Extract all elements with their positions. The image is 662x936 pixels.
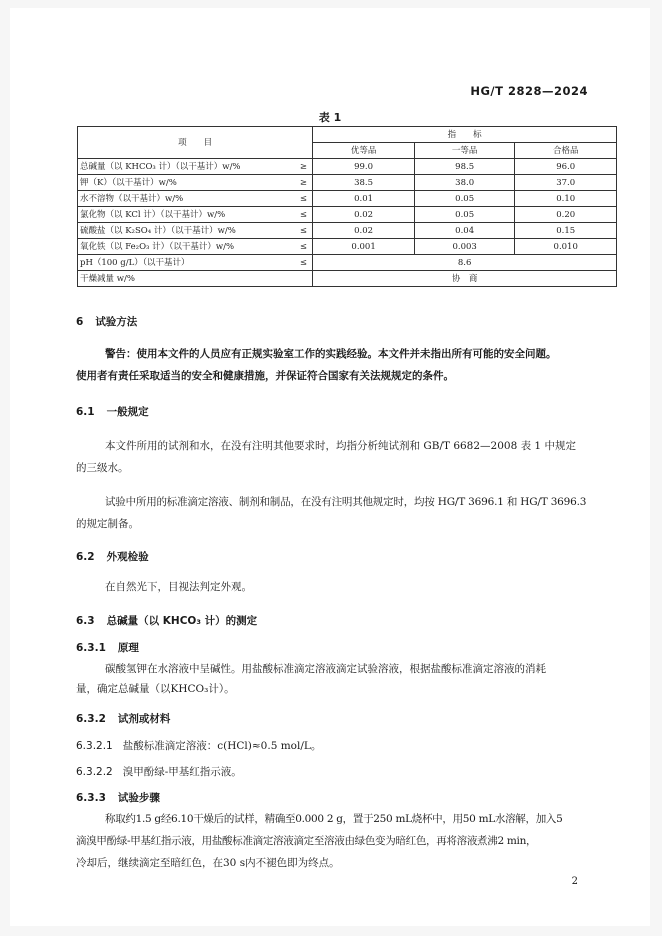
clause-number: 6.3.2.2	[76, 766, 113, 778]
section-6-3-1-heading	[76, 640, 139, 655]
clause-text: 溴甲酚绿-甲基红指示液。	[122, 766, 242, 778]
paragraph-line: 量，确定总碱量（以KHCO₃计）。	[76, 683, 235, 695]
clause-6-3-2-2	[76, 764, 242, 779]
grade-first: 一等品	[414, 143, 515, 159]
section-6-3-heading	[76, 613, 257, 628]
row-value: 0.05	[414, 207, 515, 223]
row-value: 0.05	[414, 191, 515, 207]
row-value: 0.010	[515, 239, 617, 255]
paragraph-line: 的规定制备。	[76, 518, 139, 530]
section-6-3-3-heading	[76, 790, 160, 805]
standard-code: HG/T 2828—2024	[470, 84, 588, 98]
table-header-row	[78, 127, 617, 143]
paragraph-line: 称取约1.5 g经6.10干燥后的试样，精确至0.000 2 g，置于250 mL烧杯中，用50 mL水溶解，加入5	[105, 813, 563, 825]
spec-table	[77, 126, 617, 287]
row-symbol: ≥	[294, 175, 312, 191]
header-indicator: 指 标	[313, 127, 617, 143]
row-value: 0.01	[313, 191, 415, 207]
row-value: 0.20	[515, 207, 617, 223]
section-6-2-heading	[76, 549, 149, 564]
section-6-heading	[76, 314, 137, 329]
table-row	[78, 191, 617, 207]
table-row	[78, 207, 617, 223]
section-number: 6	[76, 316, 84, 328]
section-number: 6.3.1	[76, 642, 106, 654]
warning-line-1: 警告：使用本文件的人员应有正规实验室工作的实践经验。本文件并未指出所有可能的安全问题。	[105, 348, 557, 360]
row-symbol: ≤	[294, 255, 312, 271]
row-value: 99.0	[313, 159, 415, 175]
section-number: 6.3.3	[76, 792, 106, 804]
header-item: 项 目	[78, 127, 313, 159]
row-value: 38.0	[414, 175, 515, 191]
section-title: 原理	[117, 642, 139, 654]
row-value: 0.003	[414, 239, 515, 255]
grade-qualified: 合格品	[515, 143, 617, 159]
row-symbol: ≤	[294, 207, 312, 223]
table-row-ph	[78, 255, 617, 271]
section-number: 6.1	[76, 406, 95, 418]
row-item: 氧化铁（以 Fe₂O₃ 计）（以干基计）w/%	[78, 239, 295, 255]
row-item: pH（100 g/L）（以干基计）	[78, 255, 295, 271]
paragraph-line: 滴溴甲酚绿-甲基红指示液，用盐酸标准滴定溶液滴定至溶液由绿色变为暗红色，再将溶液煮沸2 min，	[76, 835, 537, 847]
row-symbol: ≤	[294, 191, 312, 207]
section-number: 6.2	[76, 551, 95, 563]
row-symbol: ≤	[294, 223, 312, 239]
clause-6-3-2-1	[76, 738, 321, 753]
row-value: 0.04	[414, 223, 515, 239]
section-6-1-heading	[76, 404, 149, 419]
paragraph-line: 本文件所用的试剂和水，在没有注明其他要求时，均指分析纯试剂和 GB/T 6682—2008 表 1 中规定	[105, 440, 576, 452]
grade-superior: 优等品	[313, 143, 415, 159]
paragraph-line: 的三级水。	[76, 462, 129, 474]
row-value: 38.5	[313, 175, 415, 191]
row-value: 37.0	[515, 175, 617, 191]
warning-line-2: 使用者有责任采取适当的安全和健康措施，并保证符合国家有关法规规定的条件。	[76, 370, 454, 382]
row-symbol: ≥	[294, 159, 312, 175]
row-value: 协 商	[313, 271, 617, 287]
row-item: 钾（K）（以干基计）w/%	[78, 175, 295, 191]
table-row	[78, 223, 617, 239]
section-6-3-2-heading	[76, 711, 170, 726]
row-value: 0.10	[515, 191, 617, 207]
section-title: 外观检验	[106, 551, 149, 563]
row-item: 干燥减量 w/%	[78, 271, 313, 287]
row-value: 8.6	[313, 255, 617, 271]
row-value: 0.02	[313, 207, 415, 223]
section-number: 6.3	[76, 615, 95, 627]
clause-text: 盐酸标准滴定溶液：c(HCl)≈0.5 mol/L。	[122, 740, 322, 752]
table-row-dry-loss	[78, 271, 617, 287]
section-title: 总碱量（以 KHCO₃ 计）的测定	[106, 615, 258, 627]
paragraph-line: 在自然光下，目视法判定外观。	[105, 581, 252, 593]
row-value: 0.15	[515, 223, 617, 239]
paragraph-line: 试验中所用的标准滴定溶液、制剂和制品，在没有注明其他规定时，均按 HG/T 3696.1 和 HG/T 3696.3	[105, 496, 587, 508]
paragraph-line: 碳酸氢钾在水溶液中呈碱性。用盐酸标准滴定溶液滴定试验溶液，根据盐酸标准滴定溶液的消耗	[105, 663, 546, 675]
section-title: 试验步骤	[117, 792, 160, 804]
row-item: 氯化物（以 KCl 计）（以干基计）w/%	[78, 207, 295, 223]
page-number: 2	[571, 876, 578, 887]
table-row	[78, 175, 617, 191]
table-title: 表 1	[318, 111, 342, 124]
row-item: 水不溶物（以干基计）w/%	[78, 191, 295, 207]
row-item: 硫酸盐（以 K₂SO₄ 计）（以干基计）w/%	[78, 223, 295, 239]
row-item: 总碱量（以 KHCO₃ 计）（以干基计）w/%	[78, 159, 295, 175]
table-row	[78, 239, 617, 255]
section-title: 一般规定	[106, 406, 149, 418]
row-value: 0.001	[313, 239, 415, 255]
document-page	[10, 8, 650, 926]
section-title: 试验方法	[95, 316, 138, 328]
paragraph-line: 冷却后，继续滴定至暗红色，在30 s内不褪色即为终点。	[76, 857, 340, 869]
row-value: 98.5	[414, 159, 515, 175]
clause-number: 6.3.2.1	[76, 740, 113, 752]
row-value: 96.0	[515, 159, 617, 175]
row-symbol: ≤	[294, 239, 312, 255]
row-value: 0.02	[313, 223, 415, 239]
table-row	[78, 159, 617, 175]
section-title: 试剂或材料	[117, 713, 171, 725]
section-number: 6.3.2	[76, 713, 106, 725]
